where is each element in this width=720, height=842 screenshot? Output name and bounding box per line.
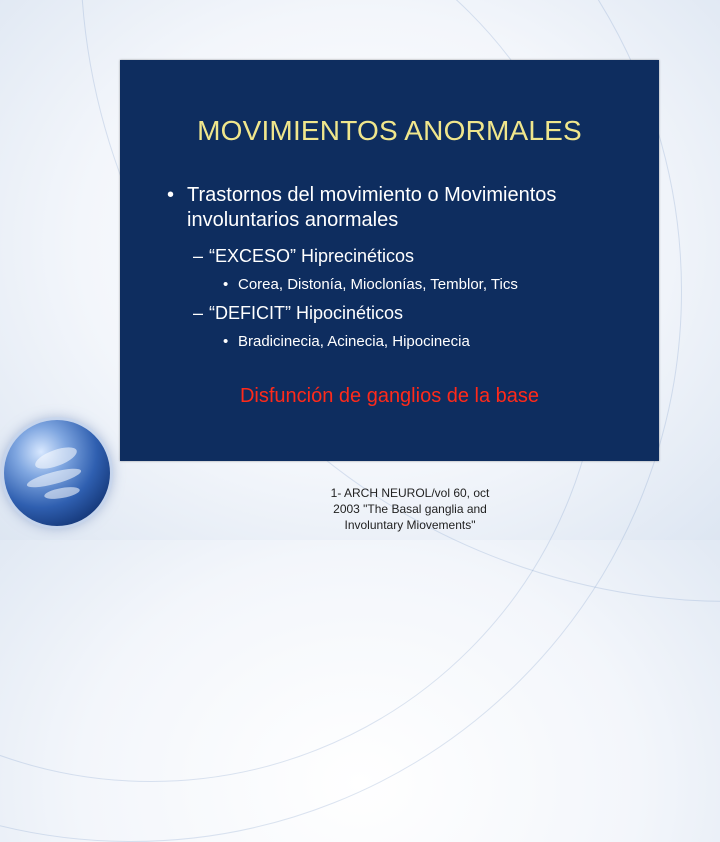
bullet-icon: •: [167, 184, 175, 206]
sub-item-label: “EXCESO” Hiprecinéticos: [209, 246, 415, 266]
citation-line: 1- ARCH NEUROL/vol 60, oct: [330, 486, 490, 500]
bullet-icon: •: [223, 276, 229, 293]
dash-icon: –: [193, 303, 204, 323]
citation-line: 2003 "The Basal ganglia and: [333, 502, 487, 516]
citation-footnote: [300, 485, 520, 533]
main-bullet-text: Trastornos del movimiento o Movimientos involuntarios anormales: [187, 184, 557, 231]
dash-icon: –: [193, 246, 204, 266]
globe-icon: [4, 420, 110, 526]
sub-item-detail: Bradicinecia, Acinecia, Hipocinecia: [238, 333, 470, 350]
callout-text: Disfunción de ganglios de la base: [239, 385, 540, 407]
bullet-icon: •: [223, 333, 229, 350]
citation-line: Involuntary Miovements": [344, 518, 476, 532]
slide-title: MOVIMIENTOS ANORMALES: [197, 115, 582, 146]
sub-item-detail: Corea, Distonía, Mioclonías, Temblor, Tics: [238, 276, 518, 293]
sub-item-label: “DEFICIT” Hipocinéticos: [209, 303, 404, 323]
slide-panel: [120, 60, 659, 461]
